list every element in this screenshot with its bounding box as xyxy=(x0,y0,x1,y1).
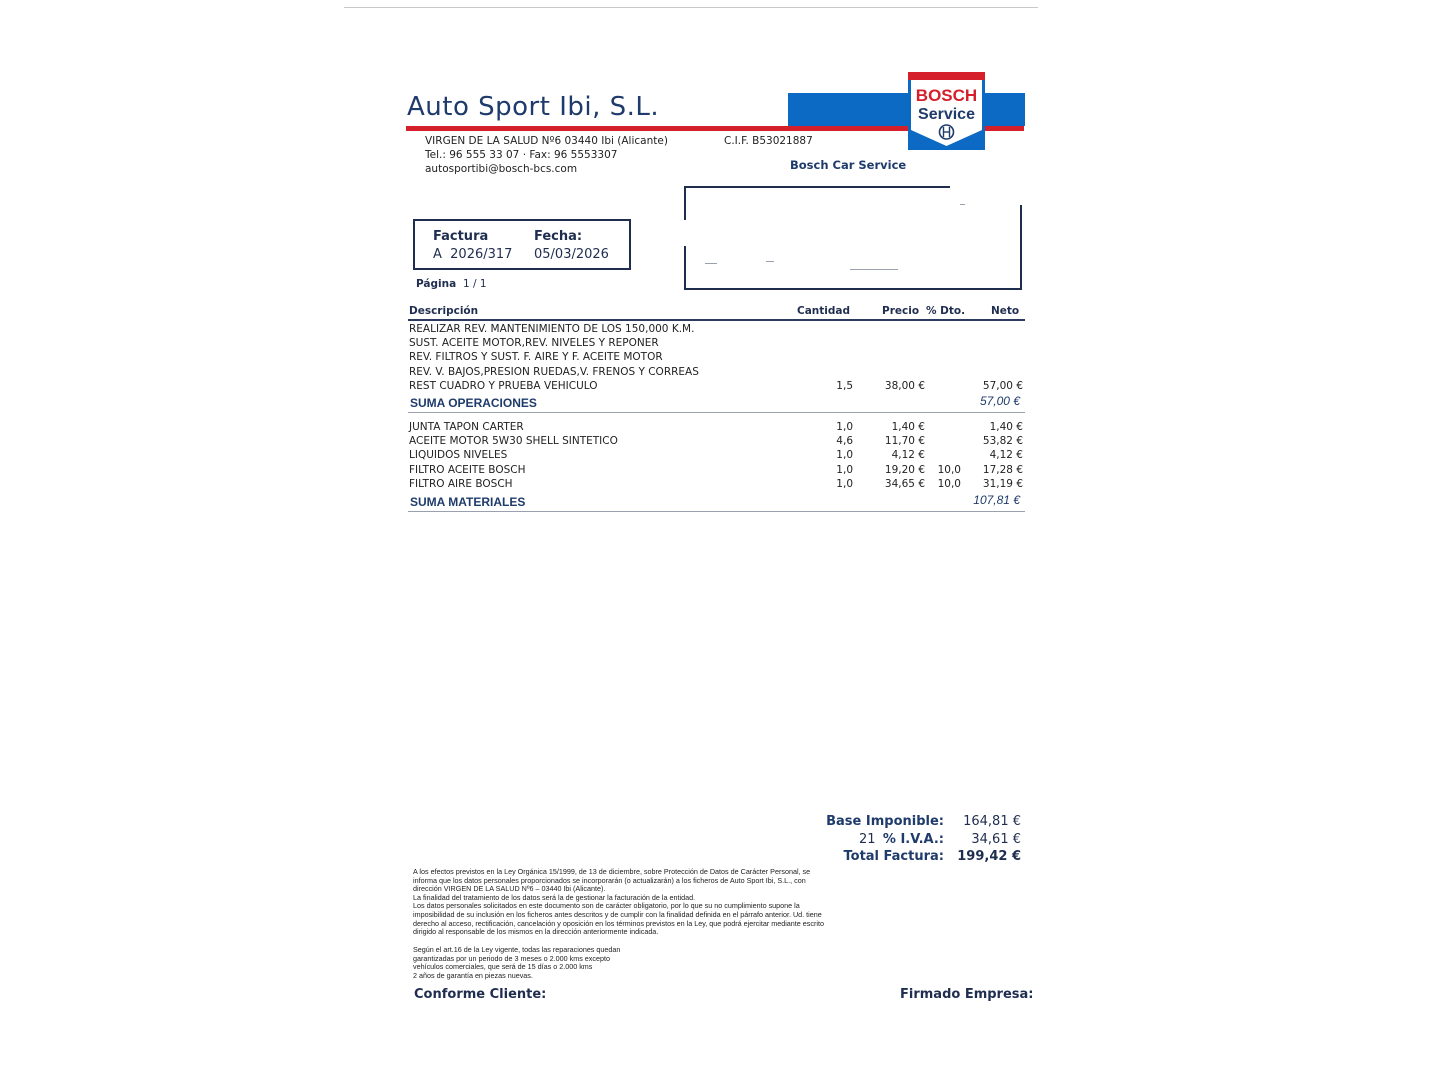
privacy-notice xyxy=(413,868,843,937)
legal-line: imposibilidad de su inclusión en los ficheros antes descritos y de cumplir con la finalidad definida en el párrafo anterior. Ud. tiene xyxy=(413,909,822,919)
iva-value: 34,61 € xyxy=(971,832,1021,847)
invoice-number-label: Factura xyxy=(433,229,489,244)
company-signature-label: Firmado Empresa: xyxy=(900,987,1034,1002)
company-name: Auto Sport Ibi, S.L. xyxy=(407,92,660,122)
col-header-description: Descripción xyxy=(409,305,479,317)
bosch-service-logo xyxy=(908,72,985,150)
row-quantity: 1,0 xyxy=(836,421,853,433)
row-description: FILTRO ACEITE BOSCH xyxy=(409,463,526,476)
row-discount: 10,0 xyxy=(937,463,961,476)
iva-rate: 21 xyxy=(859,832,876,847)
total-value: 199,42 € xyxy=(957,849,1021,864)
row-description: REALIZAR REV. MANTENIMIENTO DE LOS 150,000 K.M. xyxy=(409,323,695,335)
legal-line: derecho al acceso, rectificación, cancelación y oposición en los términos previstos en la Ley, que podrá ejercitar mediante escrito xyxy=(413,918,824,928)
row-net: 1,40 € xyxy=(989,421,1023,433)
logo-text-bosch: BOSCH xyxy=(915,86,978,105)
logo-text-service: Service xyxy=(918,106,975,123)
redaction-patch xyxy=(950,183,1030,205)
col-header-price: Precio xyxy=(882,305,920,317)
table-header-rule xyxy=(408,319,1025,321)
redaction-residue xyxy=(850,269,898,270)
row-price: 11,70 € xyxy=(884,435,925,448)
row-price: 34,65 € xyxy=(884,477,925,490)
company-cif: C.I.F. B53021887 xyxy=(724,135,813,147)
row-quantity: 1,5 xyxy=(836,379,853,392)
row-quantity: 1,0 xyxy=(836,463,853,476)
row-description: REV. FILTROS Y SUST. F. AIRE Y F. ACEITE MOTOR xyxy=(409,351,663,364)
row-description: ACEITE MOTOR 5W30 SHELL SINTETICO xyxy=(409,435,618,448)
company-email: autosportibi@bosch-bcs.com xyxy=(425,163,578,175)
col-header-quantity: Cantidad xyxy=(797,305,851,317)
row-net: 4,12 € xyxy=(989,449,1023,462)
row-description: REST CUADRO Y PRUEBA VEHICULO xyxy=(409,379,598,392)
iva-label: % I.V.A.: xyxy=(882,832,944,847)
base-label: Base Imponible: xyxy=(826,814,944,829)
row-net: 31,19 € xyxy=(982,477,1023,490)
row-quantity: 1,0 xyxy=(836,449,853,462)
sum-materials-label: SUMA MATERIALES xyxy=(410,495,526,509)
total-label: Total Factura: xyxy=(843,849,944,864)
row-price: 1,40 € xyxy=(891,421,925,433)
row-discount: 10,0 xyxy=(937,477,961,490)
page-label: Página xyxy=(416,278,457,290)
redaction-residue xyxy=(705,263,717,264)
legal-line: garantizadas por un periodo de 3 meses o 2.000 kms excepto xyxy=(413,953,610,963)
row-description: REV. V. BAJOS,PRESION RUEDAS,V. FRENOS Y CORREAS xyxy=(409,365,699,378)
invoice-date: 05/03/2026 xyxy=(534,247,609,262)
col-header-net: Neto xyxy=(991,305,1020,317)
row-description: FILTRO AIRE BOSCH xyxy=(409,477,513,490)
bosch-logo-graphic xyxy=(908,72,985,150)
legal-line: La finalidad del tratamiento de los datos será la de gestionar la facturación de la entidad. xyxy=(413,892,696,902)
sum-operations-value: 57,00 € xyxy=(979,394,1020,408)
legal-line: Según el art.16 de la Ley vigente, todas las reparaciones quedan xyxy=(413,945,621,954)
base-value: 164,81 € xyxy=(963,814,1021,829)
invoice-date-label: Fecha: xyxy=(534,229,583,244)
row-price: 38,00 € xyxy=(884,379,925,392)
legal-line: vehículos comerciales, que será de 15 días o 2.000 kms xyxy=(413,962,593,972)
logo-blue-band-right xyxy=(985,93,1025,126)
company-phone-fax: Tel.: 96 555 33 07 · Fax: 96 5553307 xyxy=(425,149,618,161)
row-description: JUNTA TAPON CARTER xyxy=(409,421,524,433)
legal-line: Los datos personales solicitados en este documento son de carácter obligatorio, por lo que su no cumplimiento supone la xyxy=(413,901,800,911)
client-signature-label: Conforme Cliente: xyxy=(414,987,547,1002)
row-price: 19,20 € xyxy=(884,463,925,476)
row-quantity: 4,6 xyxy=(836,435,853,448)
scan-top-edge xyxy=(344,7,1038,8)
sum-materials-value: 107,81 € xyxy=(973,493,1020,507)
section-rule xyxy=(408,412,1025,413)
redaction-residue xyxy=(766,261,774,262)
invoice-number: A 2026/317 xyxy=(433,247,513,262)
warranty-notice xyxy=(413,946,843,980)
redaction-residue xyxy=(960,204,965,205)
legal-line: A los efectos previstos en la Ley Orgánica 15/1999, de 13 de diciembre, sobre Protección de Datos de Carácter Personal, se xyxy=(413,867,811,876)
page-number: 1 / 1 xyxy=(463,278,487,290)
row-net: 53,82 € xyxy=(982,435,1023,448)
company-address: VIRGEN DE LA SALUD Nº6 03440 Ibi (Alicante) xyxy=(425,135,668,147)
section-rule xyxy=(408,511,1025,512)
row-quantity: 1,0 xyxy=(836,477,853,490)
row-description: LIQUIDOS NIVELES xyxy=(409,449,508,462)
row-price: 4,12 € xyxy=(891,449,925,462)
sum-operations-label: SUMA OPERACIONES xyxy=(410,396,537,410)
row-net: 17,28 € xyxy=(982,463,1023,476)
row-net: 57,00 € xyxy=(982,379,1023,392)
service-name: Bosch Car Service xyxy=(790,158,907,172)
legal-line: dirección VIRGEN DE LA SALUD Nº6 – 03440 Ibi (Alicante). xyxy=(413,884,606,894)
col-header-discount: % Dto. xyxy=(926,305,966,317)
legal-line: informa que los datos personales proporcionados se incorporarán (o actualizarán) a los ficheros de Auto Sport Ibi, S.L., con xyxy=(413,875,806,885)
legal-line: dirigido al responsable de los mismos en la dirección anteriormente indicada. xyxy=(413,927,659,937)
invoice-info-box xyxy=(413,219,631,270)
row-description: SUST. ACEITE MOTOR,REV. NIVELES Y REPONER xyxy=(409,337,659,350)
legal-line: 2 años de garantía en piezas nuevas. xyxy=(413,970,533,980)
redaction-patch xyxy=(682,220,688,246)
logo-blue-band-left xyxy=(788,93,908,126)
